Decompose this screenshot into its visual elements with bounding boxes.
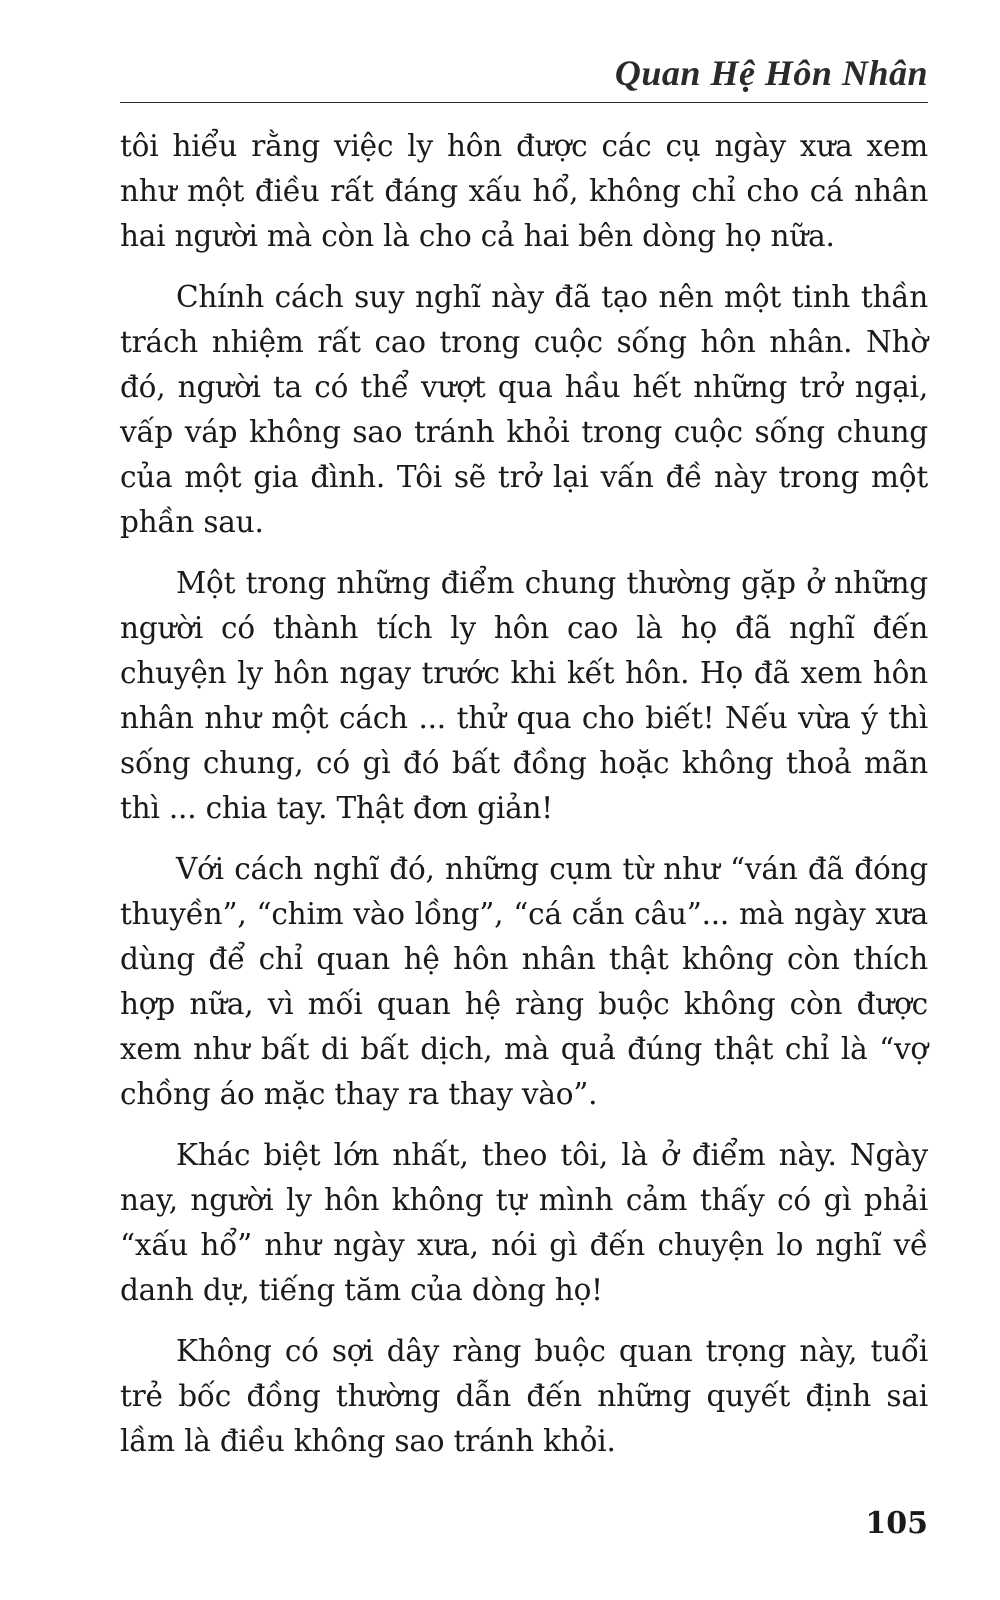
paragraph: Chính cách suy nghĩ này đã tạo nên một tinh thần trách nhiệm rất cao trong cuộc sống hôn nhân. Nhờ đó, người ta có thể vượt qua hầu hết những trở ngại, vấp váp không sao tránh khỏi trong cuộc sống chung của một gia đình. Tôi sẽ trở lại vấn đề này trong một phần sau. [120,280,928,539]
paragraph: Không có sợi dây ràng buộc quan trọng này, tuổi trẻ bốc đồng thường dẫn đến những quyết định sai lầm là điều không sao tránh khỏi. [120,1334,928,1458]
paragraph-continued: tôi hiểu rằng việc ly hôn được các cụ ngày xưa xem như một điều rất đáng xấu hổ, không chỉ cho cá nhân hai người mà còn là cho cả hai bên dòng họ nữa. [120,129,928,253]
running-header [120,50,928,103]
page-number: 105 [865,1506,928,1541]
running-header-title: Quan Hệ Hôn Nhân [614,53,928,93]
paragraph: Một trong những điểm chung thường gặp ở những người có thành tích ly hôn cao là họ đã nghĩ đến chuyện ly hôn ngay trước khi kết hôn. Họ đã xem hôn nhân như một cách ... thử qua cho biết! Nếu vừa ý thì sống chung, có gì đó bất đồng hoặc không thoả mãn thì ... chia tay. Thật đơn giản! [120,566,928,825]
body-text [120,124,928,1480]
paragraph: Với cách nghĩ đó, những cụm từ như “ván đã đóng thuyền”, “chim vào lồng”, “cá cắn câu”... mà ngày xưa dùng để chỉ quan hệ hôn nhân thật không còn thích hợp nữa, vì mối quan hệ ràng buộc không còn được xem như bất di bất dịch, mà quả đúng thật chỉ là “vợ chồng áo mặc thay ra thay vào”. [120,852,928,1111]
paragraph: Khác biệt lớn nhất, theo tôi, là ở điểm này. Ngày nay, người ly hôn không tự mình cảm thấy có gì phải “xấu hổ” như ngày xưa, nói gì đến chuyện lo nghĩ về danh dự, tiếng tăm của dòng họ! [120,1138,928,1307]
